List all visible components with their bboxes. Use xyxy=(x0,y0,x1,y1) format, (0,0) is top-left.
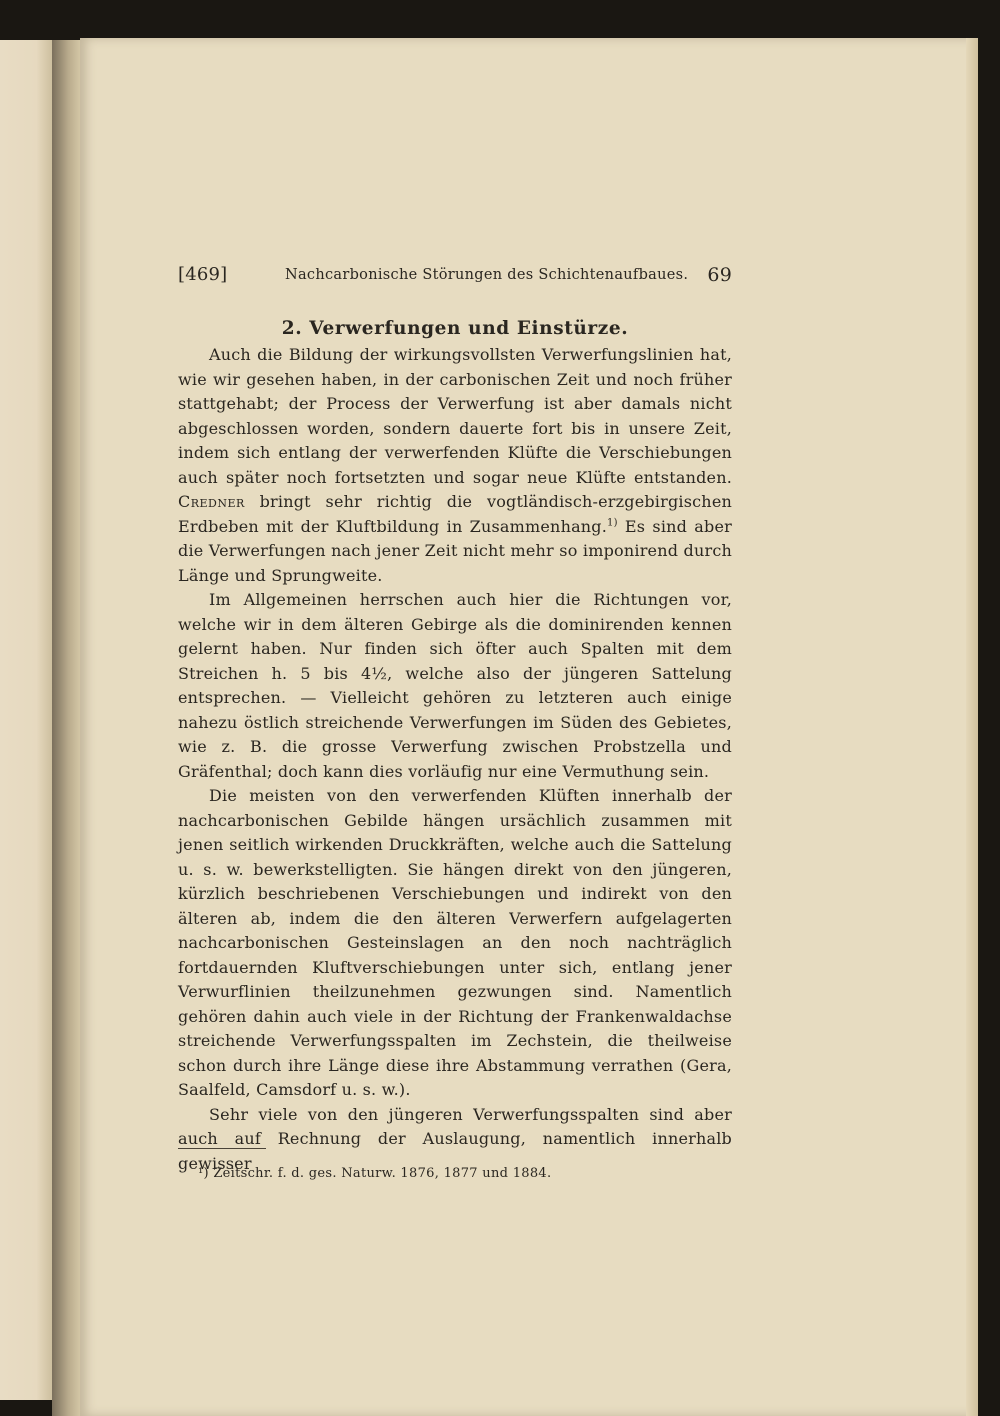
paragraph-3: Die meisten von den verwerfenden Klüften innerhalb der nachcarbonischen Gebilde hängen ursächlich zusammen mit jenen seitlich wirkenden Druckkräften, welche auch die Sattelung u. s. w. bewerkstelligten. Sie hängen direkt von den jüngeren, kürzlich beschriebenen Verschiebungen und indirekt von den älteren ab, indem die den älteren Verwerfern aufgelagerten nachcarbonischen Gesteinslagen an den noch nachträglich fortdauernden Kluftverschiebungen unter sich, entlang jener Verwurflinien theilzunehmen gezwungen sind. Namentlich gehören dahin auch viele in der Richtung der Frankenwaldachse streichende Verwerfungsspalten im Zechstein, die theilweise schon durch ihre Länge diese ihre Abstammung verrathen (Gera, Saalfeld, Camsdorf u. s. w.). xyxy=(178,786,732,1099)
running-title: Nachcarbonische Störungen des Schichtenaufbaues. xyxy=(285,267,689,283)
paragraph-1-text-c: Es sind aber die Verwerfungen nach jener Zeit nicht mehr so imponirend durch Länge und Sprungweite. xyxy=(178,516,732,585)
paragraph-1-text-a: Auch die Bildung der wirkungsvollsten Verwerfungslinien hat, wie wir gesehen haben, in der carbonischen Zeit und noch früher stattgehabt; der Process der Verwerfung ist aber damals nicht abgeschlossen worden, sondern dauerte fort bis in unsere Zeit, indem sich entlang der verwerfenden Klüfte die Verschiebungen auch später noch fortsetzten und sogar neue Klüfte entstanden. xyxy=(178,345,732,487)
running-header xyxy=(178,260,732,294)
previous-page-edge xyxy=(0,40,52,1400)
page-content xyxy=(178,260,732,1181)
page-number: 69 xyxy=(707,264,732,286)
footnote-divider xyxy=(178,1148,266,1149)
paragraph-1-text-b: bringt sehr richtig die vogtländisch-erzgebirgischen Erdbeben mit der Kluftbildung in Zusammenhang. xyxy=(178,492,732,536)
paragraph-2: Im Allgemeinen herrschen auch hier die Richtungen vor, welche wir in dem älteren Gebirge als die dominirenden kennen gelernt haben. Nur finden sich öfter auch Spalten mit dem Streichen h. 5 bis 4½, welche also der jüngeren Sattelung entsprechen. — Vielleicht gehören zu letzteren auch einige nahezu östlich streichende Verwerfungen im Süden des Gebietes, wie z. B. die grosse Verwerfung zwischen Probstzella und Gräfenthal; doch kann dies vorläufig nur eine Vermuthung sein. xyxy=(178,590,732,781)
author-name: Credner xyxy=(178,492,245,511)
bracketed-page-number: [469] xyxy=(178,264,228,285)
paragraph-1 xyxy=(178,343,732,588)
footnote-reference: 1) xyxy=(607,517,618,529)
section-title: 2. Verwerfungen und Einstürze. xyxy=(281,318,629,339)
page-edge xyxy=(966,38,978,1416)
book-gutter xyxy=(52,40,82,1416)
paragraph-4: Sehr viele von den jüngeren Verwerfungsspalten sind aber auch auf Rechnung der Auslaugung, namentlich innerhalb gewisser xyxy=(178,1104,732,1173)
book-page xyxy=(80,38,978,1416)
footnote: ¹) Zeitschr. f. d. ges. Naturw. 1876, 1877 und 1884. xyxy=(198,1166,552,1181)
